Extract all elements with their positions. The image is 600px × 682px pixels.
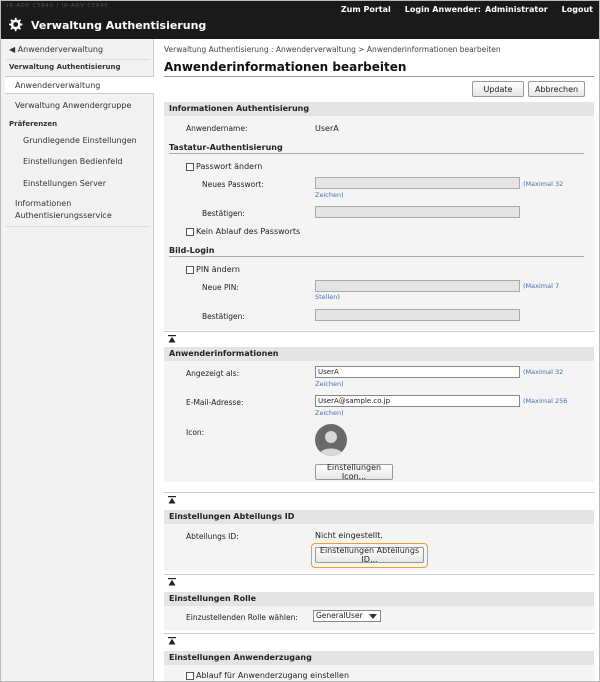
login-info [405,5,548,14]
cancel-button[interactable]: Abbrechen [528,81,585,97]
section-header-userinfo: Anwenderinformationen [164,347,594,361]
page-title: Anwenderinformationen bearbeiten [164,60,407,74]
arrow-left-icon: ◀ [9,45,16,54]
new-pin-label: Neue PIN: [202,283,239,292]
update-button[interactable]: Update [472,81,524,97]
icon-label: Icon: [186,428,205,437]
image-login-line [169,256,584,257]
logout-link[interactable]: Logout [561,5,593,14]
sidebar-section-auth: Verwaltung Authentisierung [9,63,121,71]
sidebar-item-auth-service-info[interactable] [15,199,112,220]
keyboard-auth-line [169,153,584,154]
change-pin-label: PIN ändern [196,265,240,274]
back-to-top-icon[interactable] [168,496,176,504]
role-select[interactable] [313,610,381,622]
sidebar-item-basic-settings[interactable]: Grundlegende Einstellungen [23,136,137,145]
section-separator [164,633,594,634]
new-password-input [315,177,520,189]
change-pin-checkbox[interactable] [186,266,194,274]
new-password-chars-hint: Zeichen) [315,191,344,199]
sidebar-divider [5,226,150,227]
display-name-input[interactable]: UserA [315,366,520,378]
email-input[interactable]: UserA@sample.co.jp [315,395,520,407]
username-value: UserA [315,124,339,133]
access-expiry-label: Ablauf für Anwenderzugang einstellen [196,671,350,680]
no-expiry-checkbox[interactable] [186,228,194,236]
confirm-password-input [315,206,520,218]
confirm-pin-input [315,309,520,321]
display-name-max-hint: (Maximal 32 [523,368,564,376]
gear-icon [7,17,23,33]
change-password-checkbox[interactable] [186,163,194,171]
new-password-label: Neues Passwort: [202,180,264,189]
confirm-pin-label: Bestätigen: [202,312,245,321]
sidebar-back-label: Anwenderverwaltung [17,45,104,54]
keyboard-auth-heading: Tastatur-Authentisierung [169,143,283,152]
sidebar-back-link[interactable] [9,45,103,54]
new-pin-digits-hint: Stellen) [315,293,340,301]
sidebar-info-line1: Informationen [15,199,72,208]
display-name-label: Angezeigt als: [186,369,240,378]
section-separator [164,574,594,575]
email-label: E-Mail-Adresse: [186,398,244,407]
sidebar-divider [5,59,150,60]
section-separator [164,492,594,493]
sidebar-section-preferences: Präferenzen [9,120,58,128]
sidebar-item-users[interactable]: Anwenderverwaltung [15,81,101,90]
new-password-max-hint: (Maximal 32 [523,180,564,188]
icon-settings-button[interactable]: Einstellungen Icon... [315,464,393,480]
sidebar [1,39,154,682]
portal-link[interactable]: Zum Portal [340,5,391,14]
image-login-heading: Bild-Login [169,246,215,255]
email-max-hint: (Maximal 256 [523,397,568,405]
role-selected-value: GeneralUser [316,611,363,620]
breadcrumb: Verwaltung Authentisierung : Anwenderverwaltung > Anwenderinformationen bearbeiten [164,45,501,54]
sidebar-item-server-settings[interactable]: Einstellungen Server [23,179,107,188]
main-content [154,39,600,682]
avatar [315,424,347,456]
top-links [341,5,593,14]
title-underline [164,76,594,77]
section-header-dept: Einstellungen Abteilungs ID [164,510,594,524]
section-separator [164,331,594,332]
app-title: Verwaltung Authentisierung [31,19,207,32]
device-name: IR-ADV C5840 / IR-ADV C5840 [7,3,109,9]
sidebar-item-groups[interactable]: Verwaltung Anwendergruppe [15,101,132,110]
change-password-label: Passwort ändern [196,162,263,171]
email-chars-hint: Zeichen) [315,409,344,417]
role-label: Einzustellenden Rolle wählen: [186,613,298,622]
access-expiry-checkbox[interactable] [186,672,194,680]
login-label: Login Anwender: [404,5,482,14]
dept-id-value: Nicht eingestellt. [315,531,383,540]
back-to-top-icon[interactable] [168,637,176,645]
dept-id-settings-button[interactable]: Einstellungen Abteilungs ID... [315,547,424,563]
section-header-role: Einstellungen Rolle [164,592,594,606]
login-user: Administrator [485,5,548,14]
confirm-password-label: Bestätigen: [202,209,245,218]
sidebar-info-line2: Authentisierungsservice [15,211,112,220]
top-bar [1,1,600,39]
no-expiry-label: Kein Ablauf des Passworts [196,227,301,236]
dept-id-label: Abteilungs ID: [186,532,239,541]
display-name-chars-hint: Zeichen) [315,380,344,388]
back-to-top-icon[interactable] [168,578,176,586]
username-label: Anwendername: [186,124,248,133]
section-header-auth: Informationen Authentisierung [164,102,594,116]
chevron-down-icon [369,614,377,619]
new-pin-max-hint: (Maximal 7 [523,282,560,290]
back-to-top-icon[interactable] [168,335,176,343]
sidebar-item-panel-settings[interactable]: Einstellungen Bedienfeld [23,157,123,166]
user-silhouette-icon [315,424,347,456]
new-pin-input [315,280,520,292]
section-header-access: Einstellungen Anwenderzugang [164,651,594,665]
